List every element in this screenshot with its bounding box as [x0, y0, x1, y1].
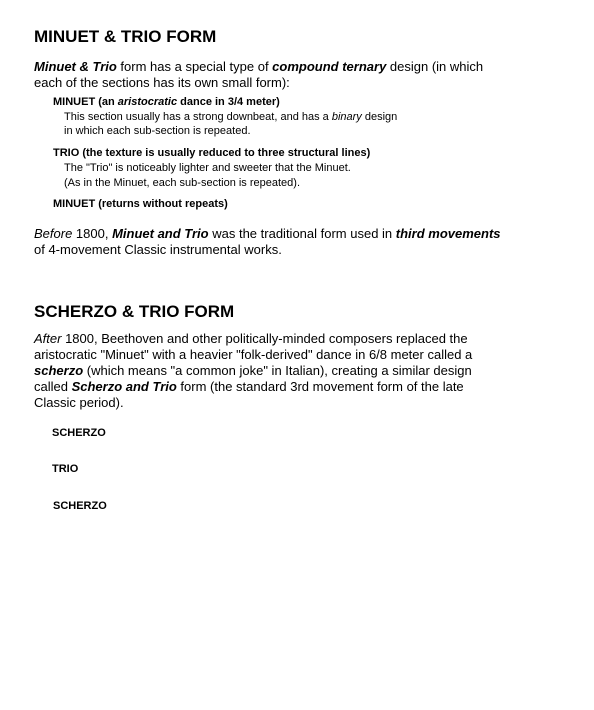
closing-emphasis-before: Before [34, 226, 73, 241]
intro-line-1 [34, 59, 483, 75]
minuet-desc-text: This section usually has a strong downbeat, and has a [64, 111, 332, 123]
minuet-heading [53, 96, 280, 108]
intro-text: form has a special type of [116, 59, 273, 74]
term-compound-ternary: compound ternary [272, 59, 387, 74]
scherzo-para-line-3 [34, 363, 472, 379]
trio-heading: TRIO (the texture is usually reduced to three structural lines) [53, 147, 371, 159]
minuet-desc-line-1 [64, 110, 397, 124]
intro-text: design (in which [386, 59, 484, 74]
form-label-scherzo-2: SCHERZO [53, 500, 107, 512]
scherzo-para-emphasis-scherzo: scherzo [34, 363, 84, 378]
scherzo-para-text: called [34, 379, 72, 394]
closing-text: 1800, [72, 226, 113, 241]
minuet-return-heading: MINUET (returns without repeats) [53, 198, 228, 210]
form-label-trio: TRIO [52, 463, 79, 475]
section-title-minuet-trio: MINUET & TRIO FORM [34, 27, 217, 46]
minuet-desc-text: design [361, 111, 398, 123]
scherzo-para-text: form (the standard 3rd movement form of the late [176, 379, 464, 394]
scherzo-para-emphasis-after: After [34, 331, 62, 346]
intro-line-2: each of the sections has its own small form): [34, 75, 290, 90]
closing-text: was the traditional form used in [208, 226, 396, 241]
scherzo-para-text: 1800, Beethoven and other politically-minded composers replaced the [61, 331, 468, 346]
trio-desc-line-2: (As in the Minuet, each sub-section is repeated). [64, 177, 301, 189]
scherzo-para-emphasis-scherzo-trio: Scherzo and Trio [71, 379, 177, 394]
closing-line-2: of 4-movement Classic instrumental works. [34, 242, 282, 257]
form-label-scherzo-1: SCHERZO [52, 427, 106, 439]
closing-emphasis-minuet-trio: Minuet and Trio [112, 226, 209, 241]
scherzo-para-line-5: Classic period). [34, 395, 124, 410]
trio-desc-line-1: The "Trio" is noticeably lighter and sweeter that the Minuet. [64, 162, 351, 174]
minuet-heading-text: dance in 3/4 meter) [177, 96, 280, 108]
closing-emphasis-third-movements: third movements [395, 226, 501, 241]
scherzo-para-text: (which means "a common joke" in Italian), creating a similar design [83, 363, 472, 378]
scherzo-para-line-1 [34, 331, 468, 347]
section-title-scherzo-trio: SCHERZO & TRIO FORM [34, 302, 235, 321]
minuet-desc-emphasis: binary [331, 111, 362, 123]
minuet-heading-text: MINUET (an [53, 96, 118, 108]
scherzo-para-line-2: aristocratic "Minuet" with a heavier "folk-derived" dance in 6/8 meter called a [34, 347, 473, 362]
scherzo-para-line-4 [34, 379, 464, 395]
term-minuet-trio: Minuet & Trio [34, 59, 117, 74]
closing-line-1 [34, 226, 501, 242]
minuet-desc-line-2: in which each sub-section is repeated. [64, 125, 251, 137]
minuet-heading-emphasis: aristocratic [117, 96, 178, 108]
